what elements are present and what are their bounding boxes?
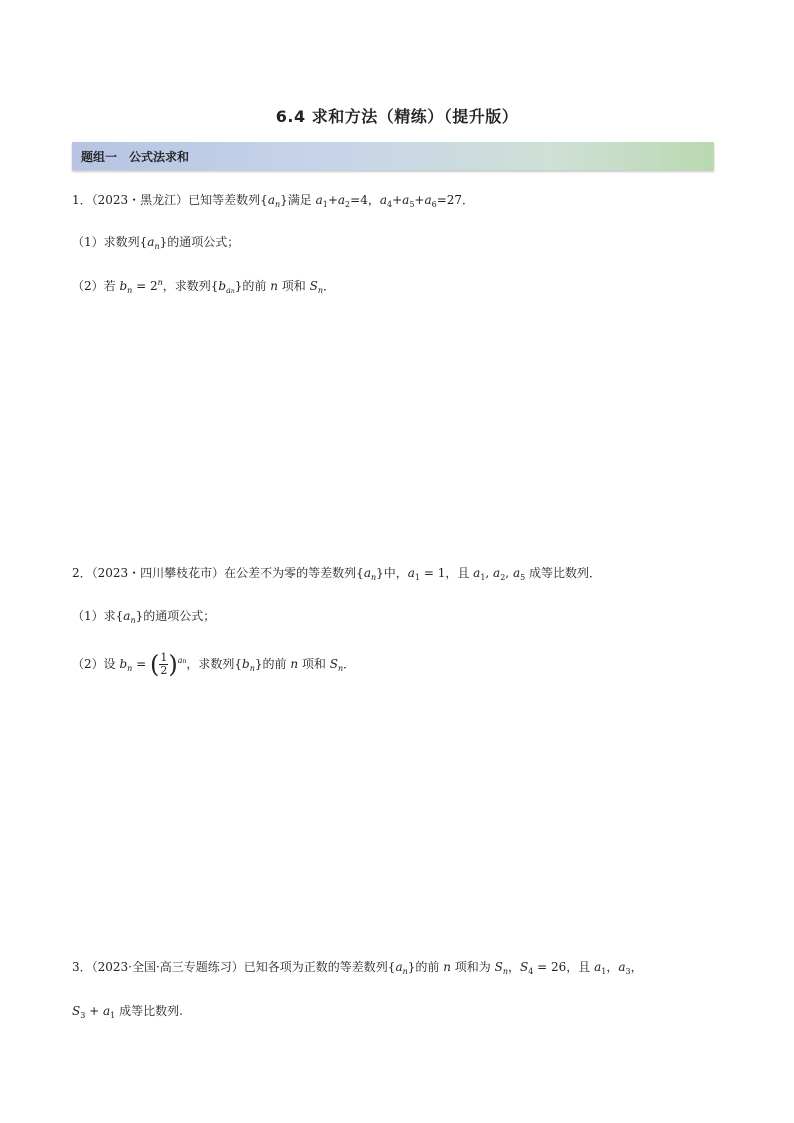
problem-2-part-2: （2）设 $b_n$ = ( $\frac{1}{2}$ )$^{an}$，求数列$\{b_n\}$的前 n 项和 $S_n$．: [72, 650, 356, 679]
problem-1-part-1: （1）求数列$\{a_n\}$的通项公式；: [72, 235, 240, 251]
page-title: 6.4 求和方法（精练）（提升版）: [275, 107, 519, 126]
problem-2-part-1: （1）求$\{a_n\}$的通项公式；: [72, 609, 216, 625]
problem-3-stem-line-2: $S_3 + a_1$ 成等比数列.: [72, 1004, 183, 1020]
section-header: [72, 142, 714, 170]
problem-2-stem: 2．（2023・四川攀枝花市）在公差不为零的等差数列$\{a_n\}$中，$a_1 = 1$，且 $a_1$, $a_2$, $a_5$ 成等比数列．: [72, 566, 602, 582]
problem-1-part-2: （2）若 $b_n = 2^n$，求数列$\{b_{an}\}$的前 n 项和 $S_n$．: [72, 278, 335, 295]
problem-3-stem-line-1: 3．（2023·全国·高三专题练习）已知各项为正数的等差数列$\{a_n\}$的前 n 项和为 $S_n$，$S_4 = 26$，且 $a_1$，$a_3$，: [72, 960, 643, 976]
section-title: 题组一 公式法求和: [81, 150, 190, 164]
problem-1-stem: 1．（2023・黑龙江）已知等差数列$\{a_n\}$满足 $a_1+a_2=4$，$a_4+a_5+a_6=27$．: [72, 193, 475, 209]
